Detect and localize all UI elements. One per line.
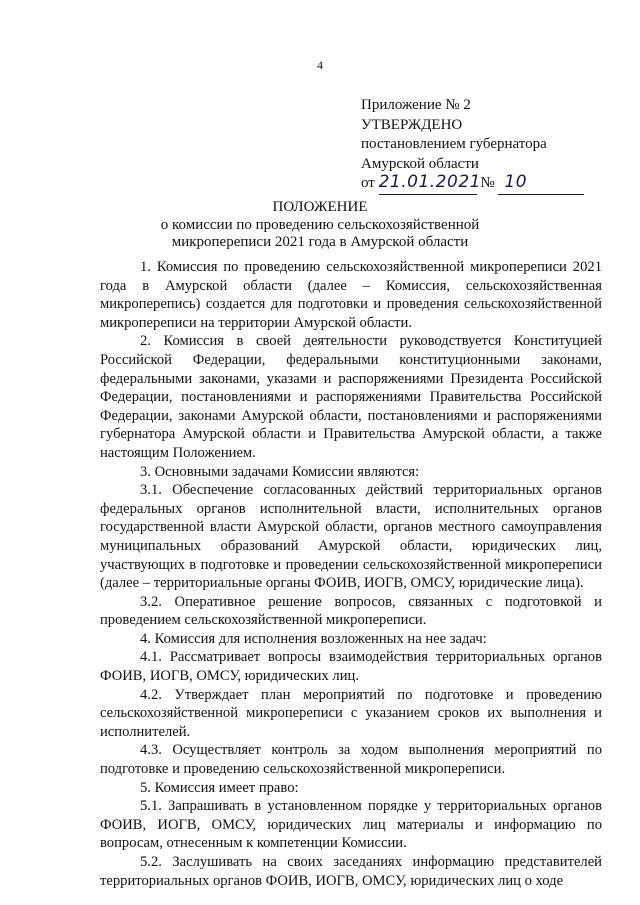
paragraph-3-2: 3.2. Оперативное решение вопросов, связанных с подготовкой и проведением сельскохозяйственной микропереписи.: [100, 593, 602, 629]
title-line-1: о комиссии по проведению сельскохозяйственной: [160, 217, 480, 233]
title-line-2: микропереписи 2021 года в Амурской области: [171, 234, 469, 250]
approved-label: УТВЕРЖДЕНО: [361, 116, 463, 133]
paragraph-4-1: 4.1. Рассматривает вопросы взаимодействия территориальных органов ФОИВ, ИОГВ, ОМСУ, юридических лиц.: [100, 649, 602, 685]
page-number: 4: [317, 58, 323, 72]
paragraph-4: 4. Комиссия для исполнения возложенных на нее задач:: [140, 630, 487, 647]
handwritten-number: 10: [504, 172, 528, 192]
title-heading: ПОЛОЖЕНИЕ: [272, 199, 368, 215]
paragraph-3: 3. Основными задачами Комиссии являются:: [140, 463, 420, 480]
region-label: Амурской области: [361, 155, 479, 172]
paragraph-5-1: 5.1. Запрашивать в установленном порядке у территориальных органов ФОИВ, ИОГВ, ОМСУ, юридических лиц материалы и информацию по вопросам, отнесенным к компетенции Комиссии.: [100, 798, 602, 852]
handwritten-date: 21.01.2021: [378, 172, 481, 192]
from-prefix: от: [361, 175, 375, 191]
date-field: [378, 172, 481, 195]
paragraph-3-1: 3.1. Обеспечение согласованных действий территориальных органов федеральных органов исполнительной власти, исполнительных органов государственной власти Амурской области, органов местного самоуправления муниципальных образований Амурской области, юридических лиц, участвующих в подготовке и проведении сельскохозяйственной микропереписи (далее – территориальные органы ФОИВ, ИОГВ, ОМСУ, юридические лица).: [100, 482, 602, 592]
approval-block: [361, 96, 621, 195]
appendix-label: Приложение № 2: [361, 97, 471, 113]
paragraph-1: 1. Комиссия по проведению сельскохозяйственной микропереписи 2021 года в Амурской области (далее – Комиссия, сельскохозяйственная микроперепись) создается для подготовки и проведения сельскохозяйственной микропереписи на территории Амурской области.: [100, 259, 602, 331]
document-title: [0, 199, 640, 251]
resolution-label: постановлением губернатора: [361, 136, 547, 152]
number-field: [498, 174, 584, 195]
paragraph-4-2: 4.2. Утверждает план мероприятий по подготовке и проведению сельскохозяйственной микропереписи с указанием сроков их выполнения и исполнителей.: [100, 686, 602, 740]
number-prefix: №: [480, 175, 495, 191]
paragraph-5-2: 5.2. Заслушивать на своих заседаниях информацию представителей территориальных органов ФОИВ, ИОГВ, ОМСУ, юридических лиц о ходе: [100, 854, 602, 889]
paragraph-2: 2. Комиссия в своей деятельности руководствуется Конституцией Российской Федерации, федеральными конституционными законами, федеральными законами, указами и распоряжениями Президента Российской Федерации, постановлениями и распоряжениями Правительства Российской Федерации, законами Амурской области, постановлениями и распоряжениями губернатора Амурской области и Правительства Амурской области, а также настоящим Положением.: [100, 333, 602, 461]
paragraph-5: 5. Комиссия имеет право:: [140, 779, 299, 796]
paragraph-4-3: 4.3. Осуществляет контроль за ходом выполнения мероприятий по подготовке и проведению сельскохозяйственной микропереписи.: [100, 742, 602, 778]
date-number-line: [361, 174, 621, 195]
document-body: [100, 258, 602, 890]
